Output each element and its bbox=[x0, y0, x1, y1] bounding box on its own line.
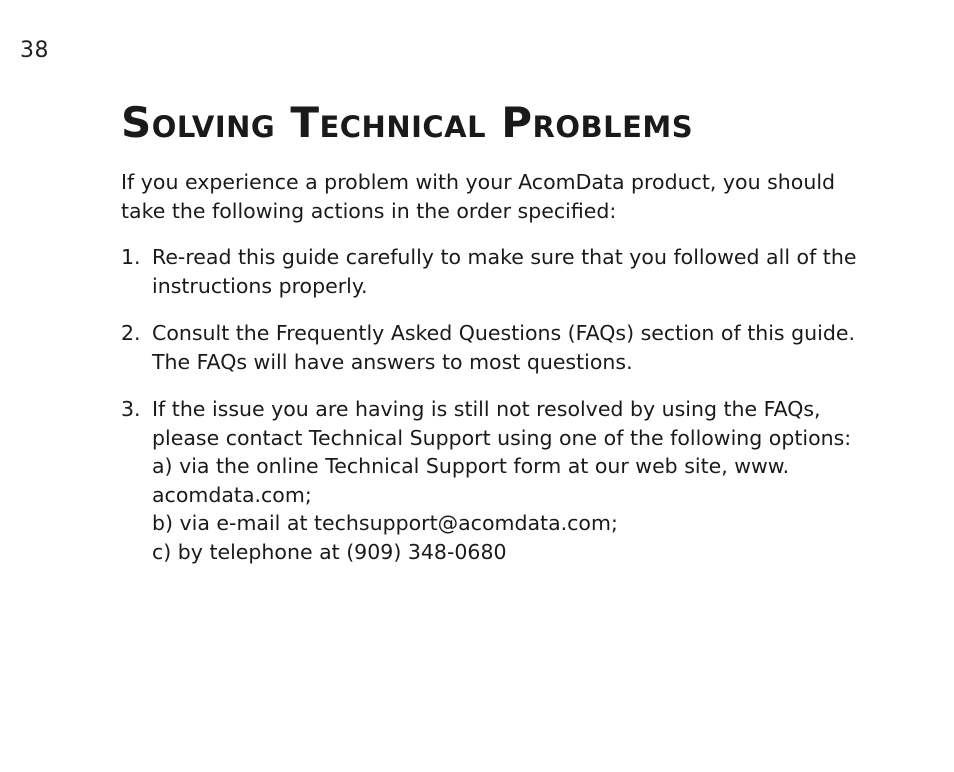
contact-option-email: b) via e-mail at techsupport@acomdata.com; bbox=[152, 511, 618, 535]
page-title: Solving Technical Problems bbox=[121, 98, 694, 147]
contact-option-web: a) via the online Technical Support form at our web site, www. acomdata.com; bbox=[152, 454, 790, 507]
list-item-step-1 bbox=[121, 243, 881, 300]
step-number: 3. bbox=[121, 397, 141, 421]
step-text: Consult the Frequently Asked Questions (FAQs) section of this guide. The FAQs will have answers to most questions. bbox=[152, 321, 855, 374]
list-item-step-2 bbox=[121, 319, 881, 376]
page-number: 38 bbox=[20, 38, 49, 63]
intro-paragraph: If you experience a problem with your AcomData product, you should take the following actions in the order specified: bbox=[121, 170, 836, 223]
steps-list bbox=[121, 243, 881, 566]
step-number: 2. bbox=[121, 321, 141, 345]
page-content bbox=[121, 98, 881, 585]
contact-option-phone: c) by telephone at (909) 348-0680 bbox=[152, 539, 507, 564]
step-text: Re-read this guide carefully to make sure that you followed all of the instructions properly. bbox=[152, 245, 857, 298]
step-number: 1. bbox=[121, 245, 141, 269]
list-item-step-3 bbox=[121, 395, 881, 566]
step-text: If the issue you are having is still not resolved by using the FAQs, please contact Technical Support using one of the following options: bbox=[152, 397, 852, 450]
